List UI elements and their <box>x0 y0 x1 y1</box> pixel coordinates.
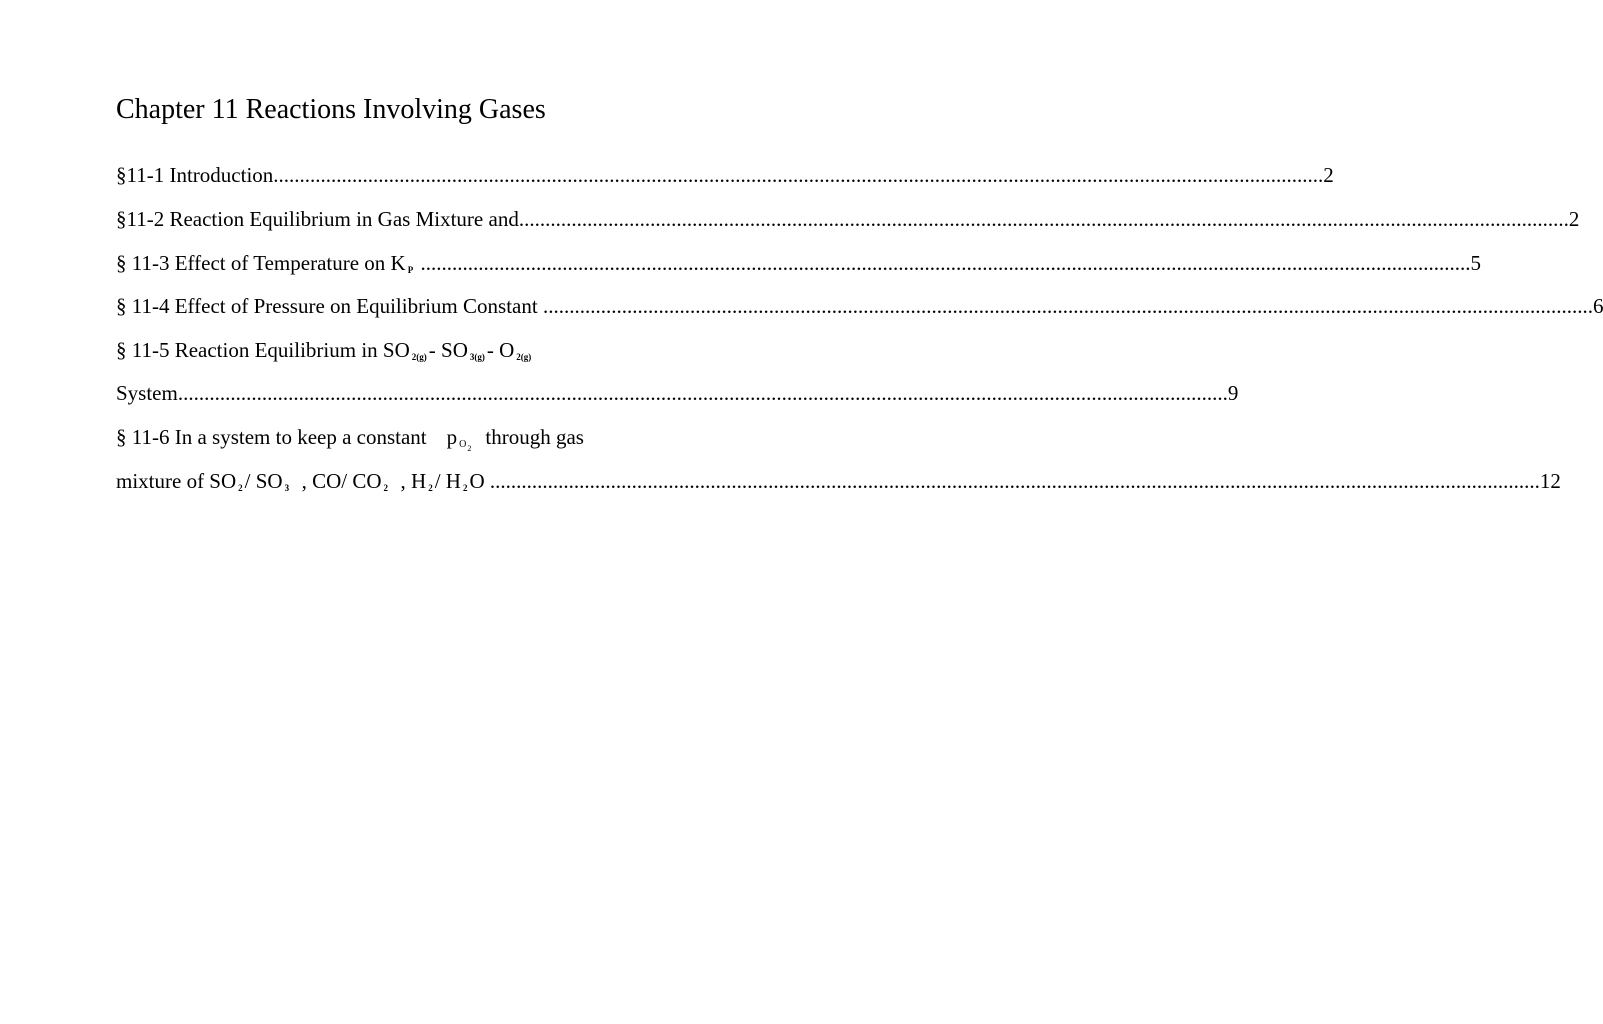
toc-entry-label-text: , CO/ CO <box>301 469 382 493</box>
toc-entry-label: § 11-4 Effect of Pressure on Equilibrium Constant <box>116 294 543 318</box>
toc-entry-label-text: § 11-5 Reaction Equilibrium in SO <box>116 338 410 362</box>
toc-page-number: 5 <box>1470 251 1481 275</box>
toc-entry-label: §11-1 Introduction <box>116 163 274 187</box>
toc-leader-dots: ........................................................................................................................................................................................................ <box>518 207 1569 231</box>
toc-entry-so2-so3-o2-line1[interactable] <box>116 334 650 366</box>
toc-leader-dots: ........................................................................................................................................................................................................ <box>273 163 1324 187</box>
toc-entry-constant-po2-line2[interactable] <box>116 465 1561 497</box>
toc-entry-label-text: mixture of SO <box>116 469 237 493</box>
toc-leader-dots: ........................................................................................................................................................................................................ <box>420 251 1471 275</box>
toc-entry-label-text: - O <box>486 338 515 362</box>
toc-page-number: 6 <box>1592 294 1603 318</box>
kp-subscript: P <box>407 265 414 275</box>
toc-entry-constant-po2-line1[interactable] <box>116 421 650 453</box>
chemical-subscript: 3(g) <box>469 352 485 362</box>
toc-entry-label-text: - SO <box>428 338 468 362</box>
chemical-subscript: 2 <box>428 483 433 493</box>
chapter-title: Chapter 11 Reactions Involving Gases <box>116 94 546 125</box>
toc-leader-dots: ........................................................................................................................................................................................................ <box>177 381 1228 405</box>
toc-entry-reaction-equilibrium[interactable] <box>116 203 1580 235</box>
partial-pressure-symbol: p <box>446 425 458 449</box>
partial-pressure-subscript <box>459 439 472 453</box>
toc-entry-label-text: O <box>469 469 490 493</box>
oxygen-subsubscript: 2 <box>467 444 472 453</box>
chemical-subscript: 3 <box>284 483 290 493</box>
toc-entry-label: §11-2 Reaction Equilibrium in Gas Mixture and <box>116 207 519 231</box>
toc-entry-label-text: § 11-3 Effect of Temperature on K <box>116 251 406 275</box>
oxygen-subscript: O <box>459 439 467 450</box>
toc-entry-introduction[interactable] <box>116 159 1334 191</box>
toc-entry-label-text: / SO <box>244 469 283 493</box>
chemical-subscript: 2(g) <box>516 352 532 362</box>
toc-entry-label-text: § 11-6 In a system to keep a constant <box>116 425 427 449</box>
toc-entry-label: System <box>116 381 178 405</box>
toc-entry-effect-temperature[interactable] <box>116 247 1481 279</box>
toc-entry-label <box>116 465 490 504</box>
toc-leader-dots: ........................................................................................................................................................................................................ <box>489 469 1540 493</box>
toc-page-number: 2 <box>1568 207 1580 231</box>
toc-entry-label <box>116 247 420 286</box>
toc-entry-so2-so3-o2-line2[interactable] <box>116 377 1239 409</box>
toc-entry-effect-pressure[interactable] <box>116 290 1603 322</box>
toc-leader-dots: ........................................................................................................................................................................................................ <box>542 294 1593 318</box>
toc-page-number: 2 <box>1323 163 1334 187</box>
toc-entry-label-text: / H <box>434 469 461 493</box>
toc-page-number: 12 <box>1539 469 1561 493</box>
chemical-subscript: 2 <box>238 483 243 493</box>
chemical-subscript: 2(g) <box>411 352 427 362</box>
chemical-subscript: 2 <box>383 483 389 493</box>
toc-entry-label-text: through gas <box>485 425 584 449</box>
chemical-subscript: 2 <box>462 483 468 493</box>
toc-entry-label-text: , H <box>400 469 427 493</box>
toc-page-number: 9 <box>1227 381 1239 405</box>
